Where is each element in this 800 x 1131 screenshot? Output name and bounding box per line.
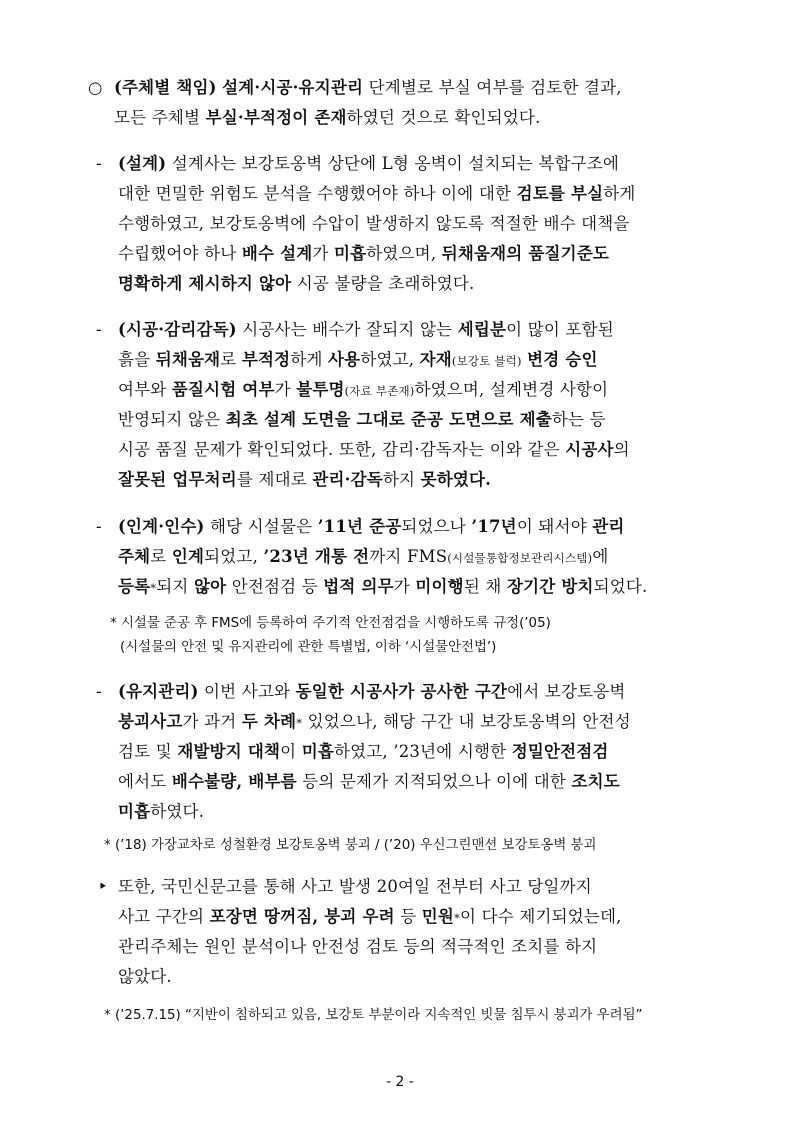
bold-text-run: 장기간 방치 bbox=[506, 577, 594, 596]
bold-text-run: 명확하게 제시하지 않아 bbox=[118, 274, 292, 293]
text-line bbox=[118, 242, 609, 266]
text-line bbox=[114, 106, 540, 130]
bold-text-run: 부적정 bbox=[241, 350, 291, 369]
small-text-run: (시설물통합정보관리시스템) bbox=[447, 551, 593, 565]
text-run: 시공 불량을 초래하였다. bbox=[291, 274, 475, 293]
text-run: 이 bbox=[280, 742, 302, 761]
text-run: 등의 문제가 지적되었으나 이에 대한 bbox=[296, 772, 572, 791]
bold-text-run: 법적 의무 bbox=[323, 577, 394, 596]
bold-text-run: (유지관리) bbox=[118, 682, 199, 701]
text-run: 하였던 것으로 확인되었다. bbox=[346, 108, 541, 127]
bold-text-run: 않아 bbox=[193, 577, 227, 596]
bold-text-run: ’11년 준공 bbox=[317, 517, 402, 536]
triangle-bullet: ‣ bbox=[98, 877, 108, 896]
text-run: 하였다. bbox=[150, 802, 205, 821]
bold-text-run: 배수 설계 bbox=[241, 244, 313, 263]
bold-text-run: 인계 bbox=[171, 547, 205, 566]
text-line bbox=[118, 905, 622, 930]
bold-text-run: 사용 bbox=[328, 350, 361, 369]
text-run: 의 bbox=[613, 440, 630, 459]
text-run: 이 돼서야 bbox=[516, 517, 593, 536]
footnote-complaint-quote: * (’25.7.15) “지반이 침하되고 있음, 보강토 부분이라 지속적인 빗물 침투시 붕괴가 우려됨” bbox=[104, 1008, 643, 1023]
text-line bbox=[118, 935, 597, 959]
bold-text-run: 미흡 bbox=[301, 742, 334, 761]
text-line bbox=[118, 965, 172, 989]
circle-bullet: ○ bbox=[88, 78, 103, 97]
text-line bbox=[118, 710, 631, 735]
text-line bbox=[118, 515, 625, 539]
bold-text-run: 관리 bbox=[592, 517, 625, 536]
bold-text-run: 배수불량, 배부름 bbox=[171, 772, 297, 791]
text-run: 해당 시설물은 bbox=[204, 517, 318, 536]
text-line bbox=[118, 875, 592, 899]
bold-text-run: 불투명 bbox=[296, 380, 345, 399]
text-run: 하였고, ’23년에 시행한 bbox=[333, 742, 512, 761]
text-run: 흙을 bbox=[118, 350, 156, 369]
text-run: 대한 면밀한 위험도 분석을 수행했어야 하나 이에 대한 bbox=[118, 184, 517, 203]
text-run: 이 다수 제기되었는데, bbox=[460, 907, 622, 926]
bold-text-run: 최초 설계 도면을 그대로 준공 도면으로 제출 bbox=[225, 410, 552, 429]
text-line bbox=[118, 438, 630, 462]
text-run: 하게 bbox=[290, 350, 329, 369]
bold-text-run: 품질시험 여부 bbox=[171, 380, 275, 399]
text-line bbox=[118, 408, 606, 432]
text-run: 되었다. bbox=[593, 577, 648, 596]
bold-text-run: 주체 bbox=[118, 547, 151, 566]
text-run: 사고 구간의 bbox=[118, 907, 210, 926]
text-run: 가 bbox=[393, 577, 416, 596]
bold-text-run: 등록 bbox=[118, 577, 151, 596]
text-run: 관리주체는 원인 분석이나 안전성 검토 등의 적극적인 조치를 하지 bbox=[118, 937, 598, 956]
bold-text-run: (시공·감리감독) bbox=[118, 320, 237, 339]
text-run: 반영되지 않은 bbox=[118, 410, 226, 429]
dash-bullet: - bbox=[96, 517, 102, 536]
text-line bbox=[118, 545, 608, 570]
text-run: 에 bbox=[592, 547, 609, 566]
bold-text-run: 시공사 bbox=[565, 440, 614, 459]
text-run: 가 bbox=[312, 244, 334, 263]
footnote-fms-law: (시설물의 안전 및 유지관리에 관한 특별법, 이하 ‘시설물안전법’) bbox=[120, 640, 497, 655]
small-text-run: (자료 부존재) bbox=[344, 384, 415, 398]
small-text-run: * bbox=[150, 581, 157, 595]
text-run: 단계별로 부실 여부를 검토한 결과, bbox=[363, 78, 622, 97]
small-text-run: * bbox=[296, 716, 303, 730]
bold-text-run: ’17년 bbox=[471, 517, 517, 536]
bold-text-run: 설계·시공·유지관리 bbox=[222, 78, 364, 97]
text-run: 되었고, bbox=[204, 547, 264, 566]
bold-text-run: (주체별 책임) bbox=[114, 78, 217, 97]
bold-text-run: 두 차례 bbox=[241, 712, 297, 731]
text-run: 된 채 bbox=[463, 577, 507, 596]
text-run: 안전점검 등 bbox=[226, 577, 324, 596]
bold-text-run: 못하였다. bbox=[420, 470, 492, 489]
text-line bbox=[118, 680, 626, 704]
text-run: 하는 등 bbox=[551, 410, 606, 429]
text-run: 또한, 국민신문고를 통해 사고 발생 20여일 전부터 사고 당일까지 bbox=[118, 877, 592, 896]
text-run: 있었으나, 해당 구간 내 보강토옹벽의 안전성 bbox=[302, 712, 631, 731]
text-run: 까지 FMS bbox=[369, 547, 448, 566]
small-text-run: * bbox=[454, 911, 461, 925]
text-run: 않았다. bbox=[118, 967, 172, 986]
text-line bbox=[118, 468, 491, 492]
text-run: 이번 사고와 bbox=[198, 682, 296, 701]
bold-text-run: 뒤채움재의 품질기준도 bbox=[441, 244, 610, 263]
text-run: 시공 품질 문제가 확인되었다. 또한, 감리·감독자는 이와 같은 bbox=[118, 440, 566, 459]
bold-text-run: 변경 승인 bbox=[527, 350, 598, 369]
text-run: 수행하였고, 보강토옹벽에 수압이 발생하지 않도록 적절한 배수 대책을 bbox=[118, 214, 630, 233]
bold-text-run: 조치도 bbox=[571, 772, 620, 791]
text-run: 시공사는 배수가 잘되지 않는 bbox=[236, 320, 458, 339]
text-line bbox=[118, 770, 620, 794]
bold-text-run: 민원 bbox=[421, 907, 455, 926]
text-run: 되지 bbox=[156, 577, 194, 596]
text-run: 로 bbox=[150, 547, 172, 566]
text-run: 가 bbox=[274, 380, 297, 399]
text-run: 하였고, bbox=[360, 350, 420, 369]
footnote-fms: * 시설물 준공 후 FMS에 등록하여 주기적 안전점검을 시행하도록 규정(’05) bbox=[110, 616, 551, 631]
dash-bullet: - bbox=[96, 154, 102, 173]
bold-text-run: 자재 bbox=[419, 350, 452, 369]
bold-text-run: 포장면 땅꺼짐, 붕괴 우려 bbox=[209, 907, 395, 926]
text-line bbox=[118, 800, 204, 824]
text-line bbox=[118, 318, 614, 342]
bold-text-run: 정밀안전점검 bbox=[511, 742, 609, 761]
text-run: 등 bbox=[394, 907, 422, 926]
bold-text-run: 재발방지 대책 bbox=[177, 742, 281, 761]
text-run: 여부와 bbox=[118, 380, 172, 399]
bold-text-run: 부실·부적정이 존재 bbox=[205, 108, 347, 127]
text-line bbox=[118, 152, 619, 176]
text-run: 에서도 bbox=[118, 772, 172, 791]
text-run: 하지 bbox=[382, 470, 421, 489]
text-run: 모든 주체별 bbox=[114, 108, 206, 127]
bold-text-run: 뒤채움재 bbox=[155, 350, 221, 369]
bold-text-run: 검토를 부실 bbox=[516, 184, 604, 203]
bold-text-run: 미흡 bbox=[118, 802, 151, 821]
bold-text-run: (설계) bbox=[118, 154, 167, 173]
text-run: 수립했어야 하나 bbox=[118, 244, 242, 263]
small-text-run: (보강토 블럭) bbox=[451, 354, 522, 368]
text-run: 가 과거 bbox=[182, 712, 242, 731]
text-run: 이 많이 포함된 bbox=[506, 320, 614, 339]
text-line bbox=[118, 575, 648, 600]
bold-text-run: 붕괴사고 bbox=[118, 712, 183, 731]
text-run: 검토 및 bbox=[118, 742, 178, 761]
footnote-past-collapses: * (’18) 가장교차로 성철환경 보강토옹벽 붕괴 / (’20) 우신그린맨션 보강토옹벽 붕괴 bbox=[104, 838, 597, 853]
bold-text-run: ’23년 개통 전 bbox=[263, 547, 370, 566]
text-run: 되었으나 bbox=[401, 517, 472, 536]
text-line bbox=[118, 212, 630, 236]
bold-text-run: 동일한 시공사가 공사한 구간 bbox=[295, 682, 508, 701]
text-run: 에서 보강토옹벽 bbox=[507, 682, 626, 701]
bold-text-run: (인계·인수) bbox=[118, 517, 205, 536]
text-line bbox=[118, 378, 608, 403]
dash-bullet: - bbox=[96, 320, 102, 339]
text-line bbox=[118, 272, 474, 296]
text-run: 하였으며, bbox=[366, 244, 442, 263]
bold-text-run: 관리·감독 bbox=[312, 470, 383, 489]
text-line bbox=[114, 76, 622, 100]
text-line bbox=[118, 348, 598, 373]
bold-text-run: 세립분 bbox=[457, 320, 507, 339]
dash-bullet: - bbox=[96, 682, 102, 701]
bold-text-run: 미이행 bbox=[415, 577, 464, 596]
text-line bbox=[118, 740, 609, 764]
text-line bbox=[118, 182, 636, 206]
text-run: 하게 bbox=[603, 184, 636, 203]
text-run: 로 bbox=[220, 350, 242, 369]
text-run: 하였으며, 설계변경 사항이 bbox=[414, 380, 609, 399]
bold-text-run: 잘못된 업무처리 bbox=[118, 470, 237, 489]
text-run: 를 제대로 bbox=[236, 470, 313, 489]
page-number: - 2 - bbox=[386, 1074, 414, 1090]
bold-text-run: 미흡 bbox=[333, 244, 367, 263]
text-run: 설계사는 보강토옹벽 상단에 L형 옹벽이 설치되는 복합구조에 bbox=[166, 154, 620, 173]
